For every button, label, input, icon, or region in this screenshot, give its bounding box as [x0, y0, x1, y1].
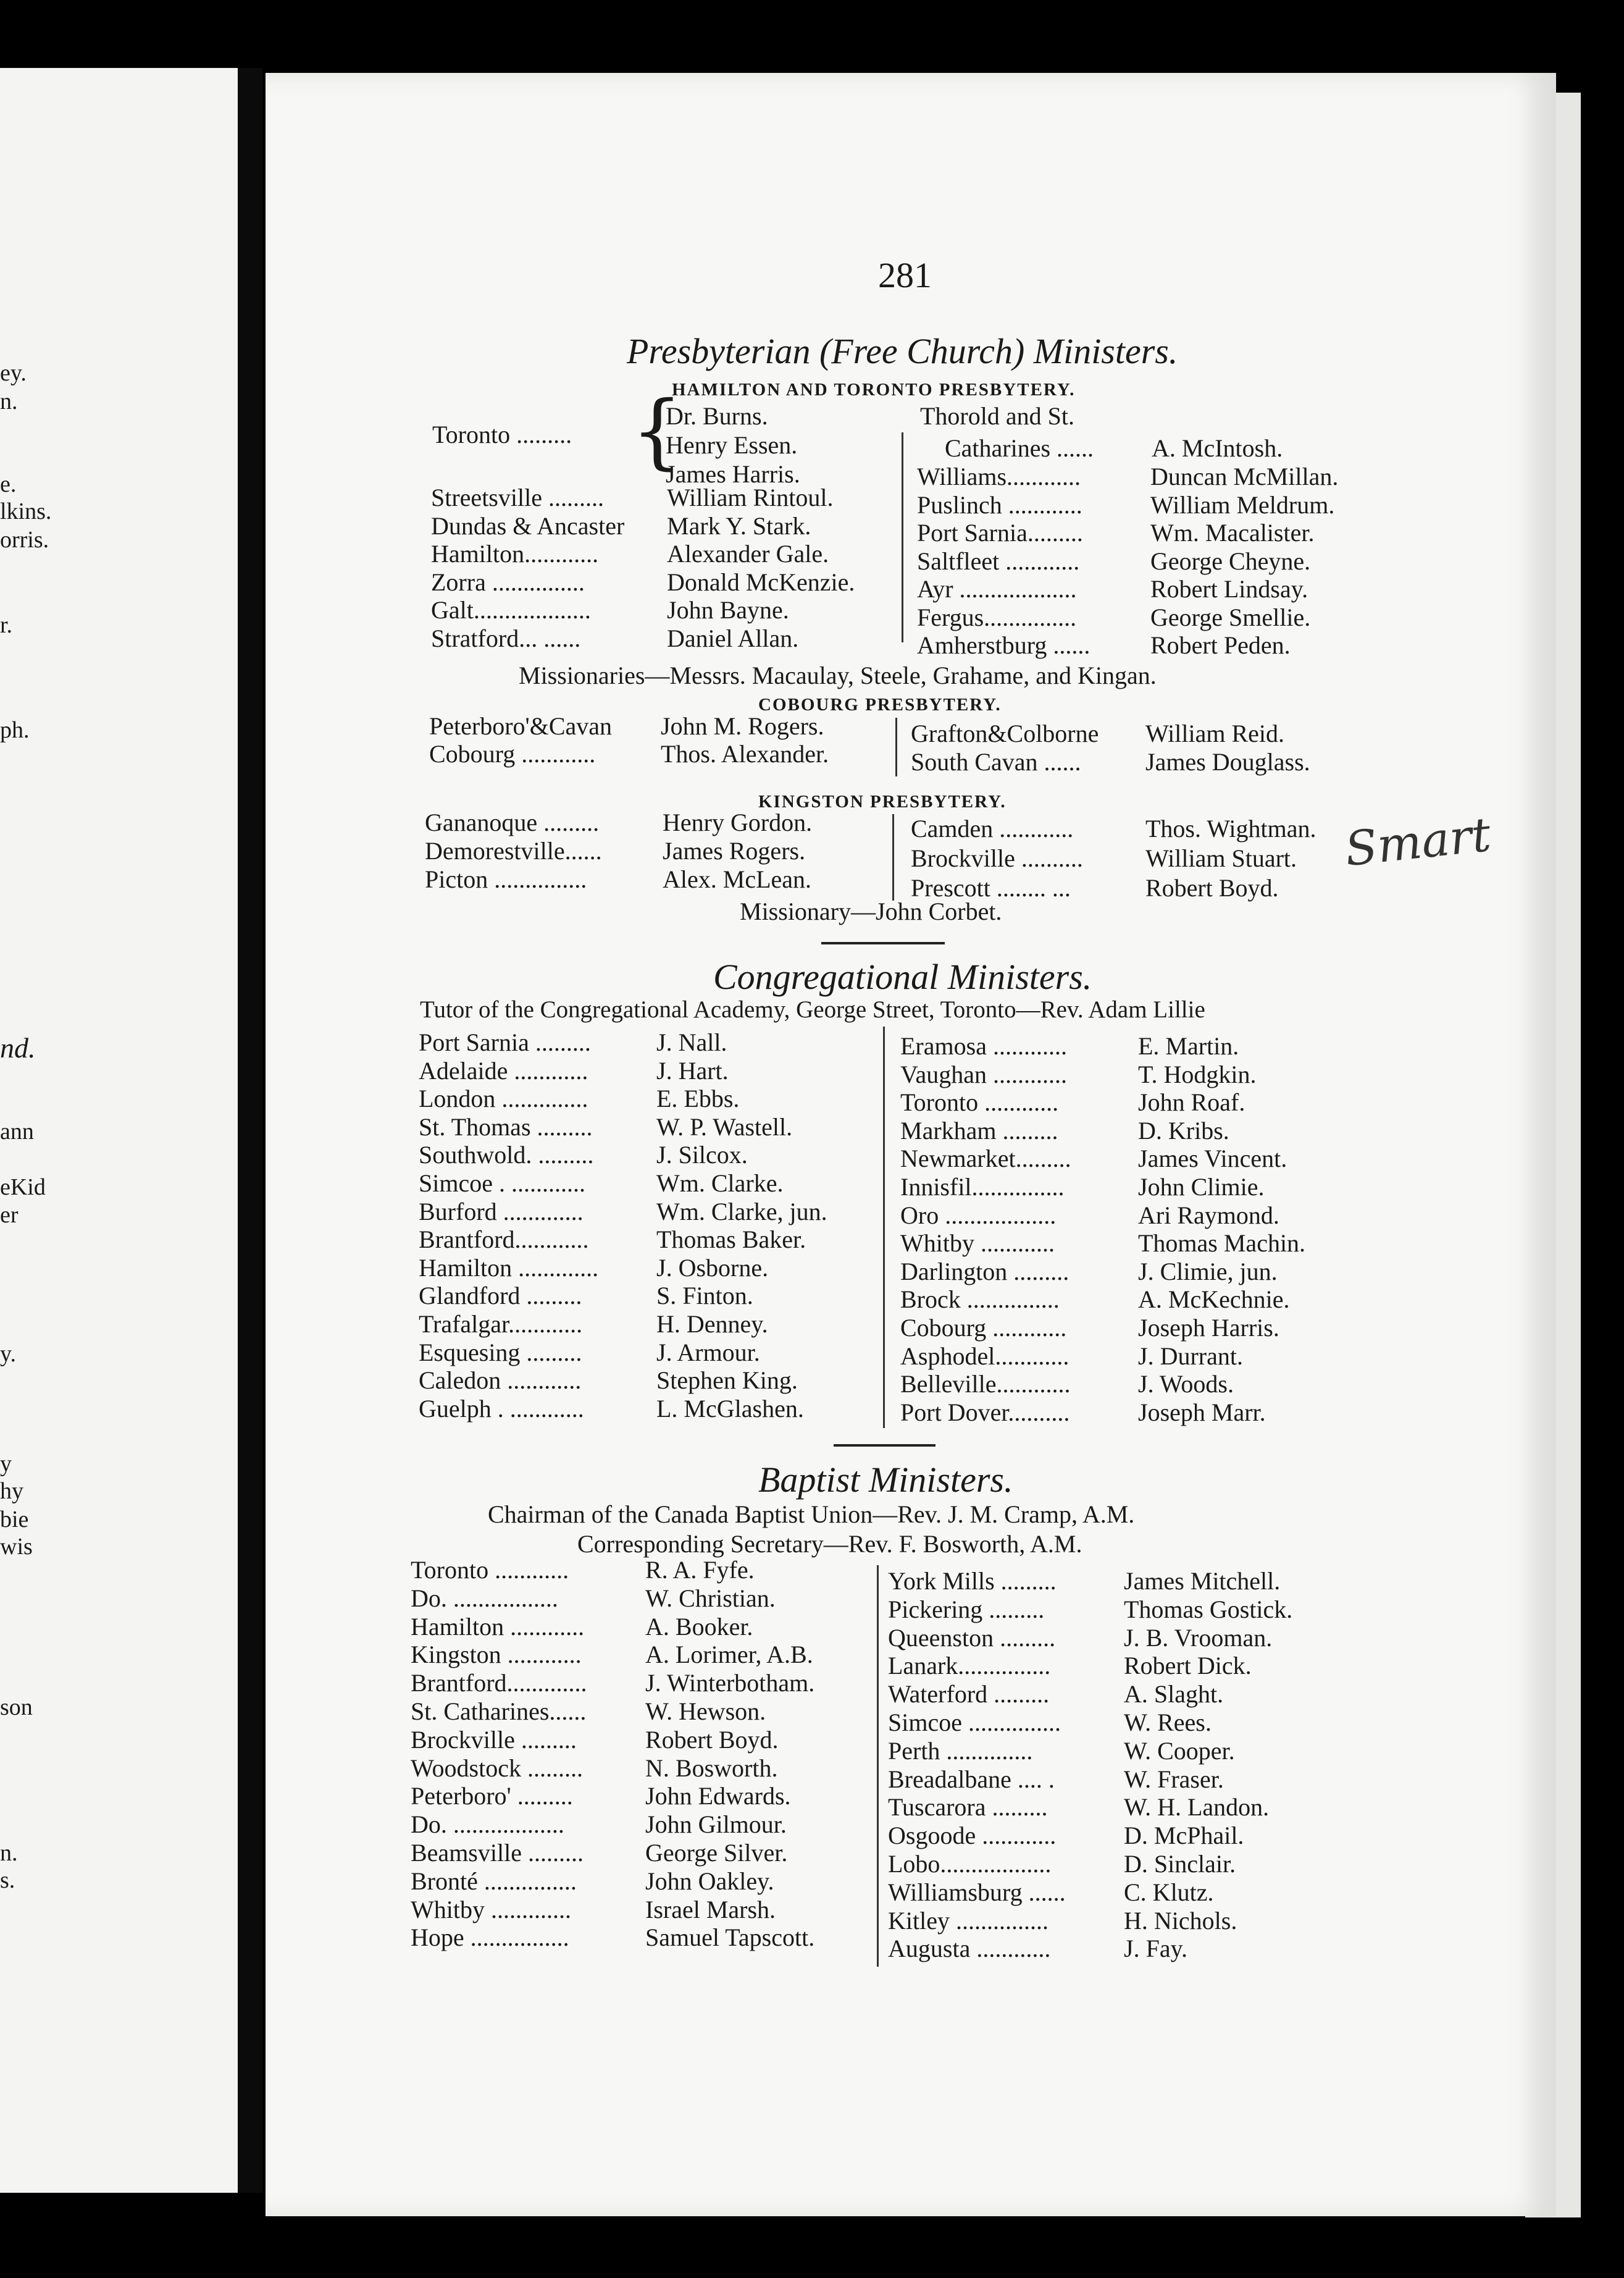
- place: Whitby .............: [411, 1895, 571, 1923]
- place: Queenston .........: [888, 1623, 1056, 1652]
- entry-row: [900, 1229, 1306, 1258]
- entry-row: [900, 1116, 1229, 1145]
- place: Innisfil...............: [900, 1173, 1065, 1201]
- minister: W. Christian.: [645, 1584, 776, 1612]
- tutor-line: Tutor of the Congregational Academy, George Street, Toronto—Rev. Adam Lillie: [420, 996, 1205, 1023]
- entry-row: [911, 814, 1316, 843]
- entry-row: [917, 603, 1311, 632]
- place: Amherstburg ......: [917, 631, 1090, 659]
- entry-row: [431, 539, 829, 568]
- place: Hamilton ............: [411, 1612, 585, 1641]
- entry-row: [411, 1867, 774, 1896]
- baptist-title: Baptist Ministers.: [758, 1460, 1013, 1500]
- place: Hamilton .............: [419, 1253, 599, 1282]
- place: Port Sarnia.........: [917, 519, 1083, 547]
- place: Demorestville......: [425, 837, 602, 865]
- minister: C. Klutz.: [1124, 1878, 1214, 1906]
- presbyterian-title: Presbyterian (Free Church) Ministers.: [627, 331, 1178, 371]
- minister: Alex. McLean.: [663, 865, 812, 893]
- place: Ayr ...................: [917, 575, 1077, 603]
- place: Williams............: [917, 463, 1081, 490]
- kingston-heading: KINGSTON PRESBYTERY.: [758, 792, 1007, 812]
- left-page-text: s.: [0, 1867, 15, 1893]
- place: Newmarket.........: [900, 1145, 1071, 1173]
- column-divider: [892, 814, 894, 901]
- minister: Robert Peden.: [1150, 631, 1291, 659]
- entry-row: [411, 1584, 776, 1613]
- place: York Mills .........: [888, 1567, 1057, 1595]
- minister: John Climie.: [1138, 1173, 1265, 1201]
- toronto-minister: Dr. Burns.: [666, 402, 768, 430]
- minister: Thos. Alexander.: [661, 740, 829, 768]
- minister: Thomas Gostick.: [1124, 1595, 1293, 1623]
- minister: James Mitchell.: [1124, 1567, 1281, 1595]
- entry-row: [411, 1668, 815, 1697]
- entry-row: [888, 1934, 1187, 1963]
- minister: George Cheyne.: [1150, 547, 1311, 575]
- column-divider: [877, 1565, 879, 1967]
- place: Guelph . ............: [419, 1394, 584, 1423]
- minister: John Edwards.: [645, 1782, 791, 1810]
- minister: John Bayne.: [667, 596, 789, 624]
- place: Picton ...............: [425, 865, 587, 893]
- entry-row: [411, 1754, 778, 1783]
- entry-row: [411, 1697, 766, 1726]
- entry-row: [411, 1555, 755, 1584]
- place: Pickering .........: [888, 1595, 1045, 1623]
- entry-row: [431, 595, 789, 624]
- entry-row: [911, 747, 1310, 776]
- section-rule: [834, 1444, 935, 1447]
- place: Waterford .........: [888, 1680, 1050, 1708]
- minister: J. Armour.: [656, 1338, 760, 1366]
- minister: A. Slaght.: [1124, 1680, 1224, 1708]
- congregational-title: Congregational Ministers.: [713, 957, 1092, 997]
- minister: James Rogers.: [663, 837, 806, 865]
- minister: George Smellie.: [1150, 603, 1311, 631]
- entry-row: [431, 511, 811, 540]
- minister: Thomas Baker.: [656, 1225, 806, 1254]
- place: Camden ............: [911, 815, 1074, 843]
- left-page-text: bie: [0, 1507, 29, 1532]
- entry-row: [888, 1821, 1244, 1850]
- minister: D. Kribs.: [1138, 1116, 1229, 1145]
- entry-row: [917, 574, 1308, 603]
- place: Lobo..................: [888, 1850, 1052, 1878]
- minister: A. Booker.: [645, 1612, 753, 1641]
- place: Markham .........: [900, 1116, 1058, 1145]
- minister: William Meldrum.: [1150, 490, 1335, 519]
- minister: J. Woods.: [1138, 1370, 1234, 1398]
- minister: Henry Gordon.: [663, 809, 813, 836]
- minister: Thomas Machin.: [1138, 1229, 1306, 1258]
- minister: J. Fay.: [1124, 1935, 1187, 1963]
- minister: William Reid.: [1145, 720, 1285, 747]
- entry-row: [411, 1612, 753, 1641]
- entry-row: [419, 1140, 748, 1169]
- place: Darlington .........: [900, 1257, 1069, 1285]
- entry-row: [888, 1878, 1214, 1907]
- entry-row: [900, 1144, 1287, 1173]
- entry-row: [911, 719, 1285, 748]
- left-page-text: eKid: [0, 1174, 46, 1200]
- place: Eramosa ............: [900, 1032, 1067, 1060]
- entry-row: [900, 1172, 1265, 1201]
- entry-thorold: [945, 434, 1283, 463]
- place: Brockville .........: [411, 1725, 577, 1754]
- place: Beamsville .........: [411, 1839, 584, 1867]
- minister: Ari Raymond.: [1138, 1201, 1279, 1229]
- minister: John Gilmour.: [645, 1810, 787, 1839]
- place: Osgoode ............: [888, 1822, 1057, 1850]
- minister: A. Lorimer, A.B.: [645, 1641, 813, 1669]
- entry-row: [419, 1028, 727, 1057]
- place: Toronto ............: [411, 1556, 569, 1584]
- minister: R. A. Fyfe.: [645, 1556, 755, 1584]
- entry-row: [917, 490, 1335, 519]
- minister: E. Ebbs.: [656, 1085, 740, 1113]
- entry-row: [888, 1708, 1212, 1737]
- entry-row: [888, 1793, 1270, 1822]
- place: London ..............: [419, 1085, 588, 1113]
- place: Simcoe ...............: [888, 1708, 1061, 1736]
- place: Cobourg ............: [429, 740, 596, 768]
- toronto-minister: Henry Essen.: [666, 431, 798, 459]
- minister: Wm. Macalister.: [1150, 519, 1315, 547]
- minister: Robert Boyd.: [1145, 874, 1279, 902]
- place: Tuscarora .........: [888, 1793, 1048, 1822]
- minister: J. Osborne.: [656, 1253, 769, 1282]
- minister: L. McGlashen.: [656, 1394, 804, 1423]
- minister: Thos. Wightman.: [1145, 815, 1316, 843]
- missionary-line: Missionary—John Corbet.: [740, 897, 1002, 925]
- minister: W. P. Wastell.: [656, 1112, 793, 1141]
- entry-row: [425, 808, 813, 837]
- entry-row: [911, 844, 1297, 873]
- minister: Daniel Allan.: [667, 624, 799, 652]
- entry-row: [917, 631, 1291, 660]
- place: Woodstock .........: [411, 1754, 583, 1782]
- left-page-text: ey.: [0, 360, 27, 386]
- entry-row: [411, 1923, 815, 1952]
- place: Brockville ..........: [911, 844, 1083, 872]
- place: Kingston ............: [411, 1641, 582, 1669]
- entry-row: [431, 568, 855, 597]
- minister: W. Fraser.: [1124, 1765, 1224, 1793]
- entry-row: [411, 1838, 788, 1867]
- toronto-minister: James Harris.: [666, 460, 800, 488]
- minister: William Rintoul.: [667, 484, 834, 511]
- place: South Cavan ......: [911, 748, 1081, 776]
- left-page-text: er: [0, 1202, 19, 1228]
- entry-row: [419, 1366, 798, 1395]
- minister: Joseph Harris.: [1138, 1314, 1279, 1342]
- place: Oro ..................: [900, 1201, 1057, 1229]
- place: Hamilton............: [431, 540, 599, 568]
- minister: J. Durrant.: [1138, 1342, 1243, 1370]
- minister: W. Hewson.: [645, 1697, 766, 1725]
- left-page-text: y.: [0, 1341, 17, 1367]
- place: St. Catharines......: [411, 1697, 587, 1725]
- entry-row: [917, 547, 1311, 576]
- hamilton-toronto-heading: HAMILTON AND TORONTO PRESBYTERY.: [672, 380, 1076, 400]
- place: Port Sarnia .........: [419, 1028, 591, 1056]
- place: Toronto ............: [900, 1088, 1059, 1117]
- missionaries-line: Missionaries—Messrs. Macaulay, Steele, Grahame, and Kingan.: [519, 662, 1157, 689]
- entry-row: [419, 1309, 768, 1339]
- minister: H. Nichols.: [1124, 1906, 1237, 1935]
- place: Brantford.............: [411, 1669, 587, 1697]
- entry-row: [900, 1088, 1245, 1117]
- place: Fergus...............: [917, 603, 1077, 631]
- entry-row: [900, 1201, 1279, 1230]
- minister: Joseph Marr.: [1138, 1398, 1266, 1426]
- entry-row: [888, 1651, 1252, 1680]
- handwritten-correction: Smart: [1342, 806, 1494, 877]
- place: Cobourg ............: [900, 1314, 1067, 1342]
- entry-row: [419, 1225, 806, 1254]
- place: Gananoque .........: [425, 809, 600, 836]
- entry-row: [419, 1084, 740, 1113]
- place: Zorra ...............: [431, 568, 585, 596]
- place: Do. .................: [411, 1584, 558, 1612]
- place: Asphodel............: [900, 1342, 1069, 1370]
- place: Grafton&Colborne: [911, 720, 1099, 747]
- place: Puslinch ............: [917, 490, 1082, 519]
- entry-row: [888, 1566, 1281, 1595]
- place: Hope ................: [411, 1923, 569, 1952]
- minister: J. Hart.: [656, 1056, 729, 1085]
- left-page-text: nd.: [0, 1032, 36, 1064]
- left-page-text: hy: [0, 1478, 23, 1504]
- place: Catharines ......: [945, 434, 1094, 462]
- column-divider: [902, 432, 903, 642]
- left-page-text: ph.: [0, 717, 30, 743]
- place: Simcoe . ............: [419, 1169, 585, 1197]
- place: Adelaide ............: [419, 1056, 588, 1085]
- minister: Donald McKenzie.: [667, 568, 855, 596]
- left-page-text: orris.: [0, 527, 49, 553]
- place: Galt...................: [431, 596, 591, 624]
- entry-row: [900, 1398, 1266, 1427]
- entry-row: [888, 1765, 1224, 1794]
- entry-row: [888, 1736, 1235, 1765]
- minister: J. B. Vrooman.: [1124, 1623, 1273, 1652]
- place: Belleville............: [900, 1370, 1071, 1398]
- left-page-text: wis: [0, 1534, 33, 1560]
- entry-row: [419, 1338, 760, 1367]
- entry-row: [888, 1906, 1237, 1935]
- brace: {: [631, 384, 683, 479]
- entry-row: [411, 1810, 787, 1839]
- entry-row: [888, 1849, 1236, 1878]
- minister: J. Nall.: [656, 1028, 727, 1056]
- minister: James Vincent.: [1138, 1145, 1287, 1173]
- place: Burford .............: [419, 1197, 584, 1225]
- minister: Wm. Clarke, jun.: [656, 1197, 827, 1225]
- entry-row: [900, 1257, 1278, 1286]
- place: Streetsville .........: [431, 484, 604, 511]
- entry-row: [900, 1285, 1290, 1314]
- entry-row: [419, 1281, 753, 1310]
- entry-row: [431, 483, 834, 512]
- minister: Stephen King.: [656, 1366, 798, 1395]
- left-page-text: n.: [0, 389, 18, 414]
- place: Brantford............: [419, 1225, 589, 1254]
- thorold-line: Thorold and St.: [920, 402, 1074, 430]
- minister: W. Cooper.: [1124, 1736, 1235, 1765]
- minister: James Douglass.: [1145, 748, 1310, 776]
- entry-row: [900, 1313, 1279, 1342]
- left-page-text: lkins.: [0, 498, 52, 524]
- place: Saltfleet ............: [917, 547, 1080, 575]
- left-page-text: y: [0, 1451, 12, 1477]
- chairman-line: Chairman of the Canada Baptist Union—Rev. J. M. Cramp, A.M.: [488, 1500, 1135, 1528]
- place: Port Dover..........: [900, 1398, 1070, 1426]
- toronto-place: Toronto .........: [432, 421, 572, 448]
- cobourg-heading: COBOURG PRESBYTERY.: [758, 695, 1002, 715]
- entry-row: [900, 1369, 1234, 1398]
- place: Kitley ...............: [888, 1906, 1048, 1935]
- section-rule: [821, 942, 945, 944]
- place: Brock ...............: [900, 1285, 1060, 1314]
- place: Lanark...............: [888, 1652, 1051, 1680]
- minister: A. McIntosh.: [1152, 434, 1283, 462]
- minister: J. Silcox.: [656, 1141, 748, 1169]
- minister: W. H. Landon.: [1124, 1793, 1270, 1822]
- minister: W. Rees.: [1124, 1708, 1212, 1736]
- entry-row: [411, 1725, 779, 1754]
- place: Williamsburg ......: [888, 1878, 1066, 1906]
- place: Peterboro'&Cavan: [429, 712, 613, 740]
- entry-row: [419, 1169, 784, 1198]
- minister: Samuel Tapscott.: [645, 1923, 815, 1952]
- place: Whitby ............: [900, 1229, 1055, 1258]
- minister: J. Winterbotham.: [645, 1669, 815, 1697]
- page-number: 281: [878, 255, 932, 295]
- minister: Robert Lindsay.: [1150, 575, 1308, 603]
- entry-row: [419, 1197, 827, 1226]
- entry-row: [411, 1640, 813, 1669]
- entry-row: [429, 739, 829, 768]
- place: Peterboro' .........: [411, 1782, 573, 1810]
- entry-row: [917, 518, 1315, 547]
- minister: John Roaf.: [1138, 1088, 1245, 1117]
- place: Stratford... ......: [431, 624, 581, 652]
- place: Glandford .........: [419, 1282, 582, 1310]
- minister: H. Denney.: [656, 1310, 768, 1338]
- minister: John M. Rogers.: [661, 712, 824, 740]
- place: Caledon ............: [419, 1366, 582, 1395]
- secretary-line: Corresponding Secretary—Rev. F. Bosworth, A.M.: [577, 1530, 1082, 1558]
- minister: John Oakley.: [645, 1867, 774, 1895]
- column-divider: [883, 1027, 885, 1428]
- minister: Alexander Gale.: [667, 540, 829, 568]
- place: St. Thomas .........: [419, 1112, 593, 1141]
- minister: D. McPhail.: [1124, 1822, 1244, 1850]
- entry-row: [419, 1112, 793, 1141]
- entry-row: [888, 1679, 1224, 1708]
- minister: Duncan McMillan.: [1150, 463, 1339, 490]
- minister: A. McKechnie.: [1138, 1285, 1290, 1314]
- entry-row: [900, 1342, 1243, 1371]
- minister: E. Martin.: [1138, 1032, 1239, 1060]
- minister: George Silver.: [645, 1839, 788, 1867]
- entry-row: [900, 1060, 1257, 1089]
- place: Bronté ...............: [411, 1867, 577, 1895]
- left-page-text: ann: [0, 1119, 34, 1145]
- minister: S. Finton.: [656, 1282, 753, 1310]
- book-spine: [238, 68, 262, 2193]
- minister: Robert Boyd.: [645, 1725, 779, 1754]
- left-page-text: e.: [0, 471, 17, 497]
- place: Vaughan ............: [900, 1060, 1067, 1088]
- entry-row: [419, 1056, 729, 1085]
- place: Perth ..............: [888, 1736, 1033, 1765]
- minister: Wm. Clarke.: [656, 1169, 784, 1197]
- place: Esquesing .........: [419, 1338, 582, 1366]
- place: Dundas & Ancaster: [431, 511, 625, 540]
- left-page-text: r.: [0, 612, 13, 638]
- minister: N. Bosworth.: [645, 1754, 778, 1782]
- left-page-text: son: [0, 1694, 33, 1720]
- entry-row: [419, 1253, 769, 1282]
- minister: William Stuart.: [1145, 844, 1297, 872]
- entry-row: [411, 1895, 776, 1924]
- left-page-text: n.: [0, 1840, 18, 1866]
- entry-row: [425, 865, 812, 894]
- minister: Robert Dick.: [1124, 1652, 1252, 1680]
- entry-row: [900, 1032, 1239, 1061]
- column-divider: [895, 718, 897, 776]
- entry-row: [917, 462, 1339, 491]
- place: Augusta ............: [888, 1935, 1051, 1963]
- place: Do. ..................: [411, 1810, 564, 1839]
- minister: Israel Marsh.: [645, 1895, 776, 1923]
- entry-row: [425, 836, 806, 865]
- entry-row: [429, 712, 824, 741]
- entry-row: [431, 624, 799, 653]
- entry-row: [419, 1394, 804, 1423]
- place: Prescott ........ ...: [911, 874, 1071, 902]
- left-page-fragment: [0, 68, 238, 2193]
- entry-row: [888, 1623, 1273, 1652]
- minister: Mark Y. Stark.: [667, 511, 811, 540]
- entry-row: [411, 1781, 791, 1810]
- minister: T. Hodgkin.: [1138, 1060, 1257, 1088]
- place: Southwold. .........: [419, 1141, 594, 1169]
- place: Breadalbane .... .: [888, 1765, 1055, 1793]
- minister: D. Sinclair.: [1124, 1850, 1236, 1878]
- place: Trafalgar............: [419, 1310, 583, 1338]
- minister: J. Climie, jun.: [1138, 1257, 1278, 1285]
- entry-row: [888, 1595, 1293, 1624]
